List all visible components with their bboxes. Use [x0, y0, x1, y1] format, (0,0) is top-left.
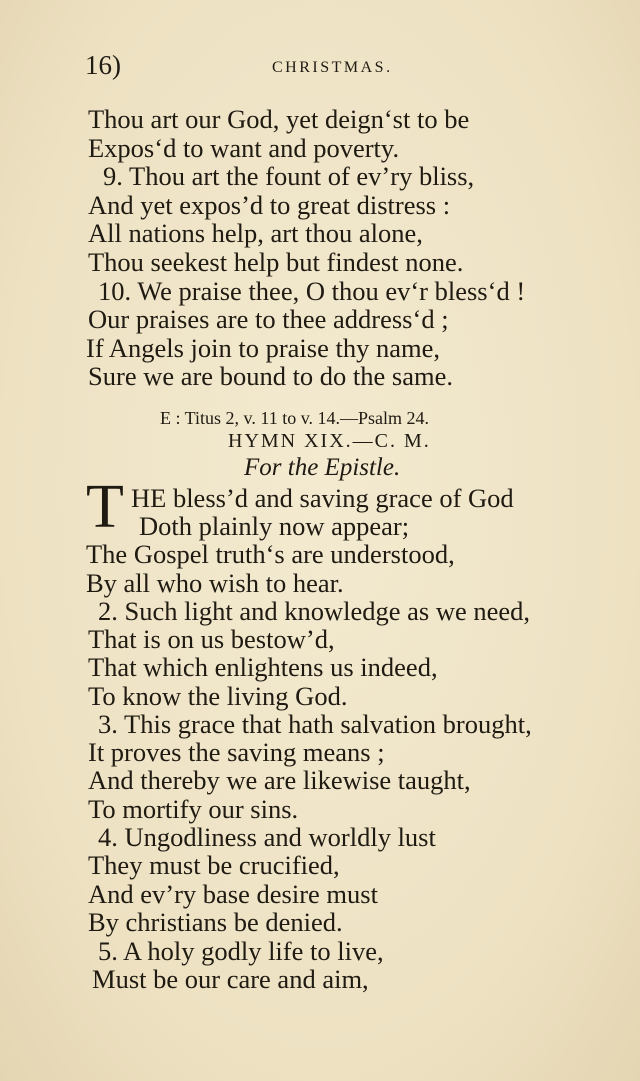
verse-line: Thou seekest help but findest none.	[88, 247, 464, 277]
hymn-first-line: HE bless’d and saving grace of God	[131, 483, 514, 513]
hymn-line: 4. Ungodliness and worldly lust	[98, 822, 436, 852]
hymn-line: By all who wish to hear.	[86, 568, 344, 598]
hymn-title: HYMN XIX.—C. M.	[228, 430, 431, 452]
verse-line: Our praises are to thee address‘d ;	[88, 304, 449, 334]
scripture-reference: E : Titus 2, v. 11 to v. 14.—Psalm 24.	[160, 408, 430, 428]
hymn-line: It proves the saving means ;	[88, 737, 385, 767]
verse-line: Expos‘d to want and poverty.	[88, 133, 400, 163]
hymn-line: 3. This grace that hath salvation brought,	[98, 709, 532, 739]
verse-line: 10. We praise thee, O thou ev‘r bless‘d !	[98, 276, 526, 306]
verse-line: Thou art our God, yet deign‘st to be	[88, 104, 470, 134]
hymn-line: Must be our care and aim,	[92, 964, 369, 994]
verse-line: 9. Thou art the fount of ev’ry bliss,	[103, 161, 475, 191]
hymn-line: To know the living God.	[88, 681, 348, 711]
verse-line: All nations help, art thou alone,	[88, 218, 423, 248]
hymn-line: Doth plainly now appear;	[139, 511, 410, 541]
hymn-line: That is on us bestow’d,	[88, 624, 335, 654]
hymn-line: To mortify our sins.	[88, 794, 299, 824]
running-title: CHRISTMAS.	[272, 59, 393, 76]
hymn-line: 5. A holy godly life to live,	[98, 936, 384, 966]
hymn-line: And thereby we are likewise taught,	[88, 765, 471, 795]
hymn-line: That which enlightens us indeed,	[88, 652, 438, 682]
page-number: 16)	[85, 50, 121, 80]
hymn-line: 2. Such light and knowledge as we need,	[98, 596, 530, 626]
hymn-line: And ev’ry base desire must	[88, 879, 378, 909]
hymn-subtitle: For the Epistle.	[244, 454, 401, 481]
hymn-line: The Gospel truth‘s are understood,	[86, 539, 455, 569]
hymn-line: By christians be denied.	[88, 907, 343, 937]
verse-line: If Angels join to praise thy name,	[86, 333, 440, 363]
drop-cap: T	[86, 473, 124, 541]
verse-line: Sure we are bound to do the same.	[88, 361, 454, 391]
verse-line: And yet expos’d to great distress :	[88, 190, 451, 220]
hymn-line: They must be crucified,	[88, 850, 340, 880]
